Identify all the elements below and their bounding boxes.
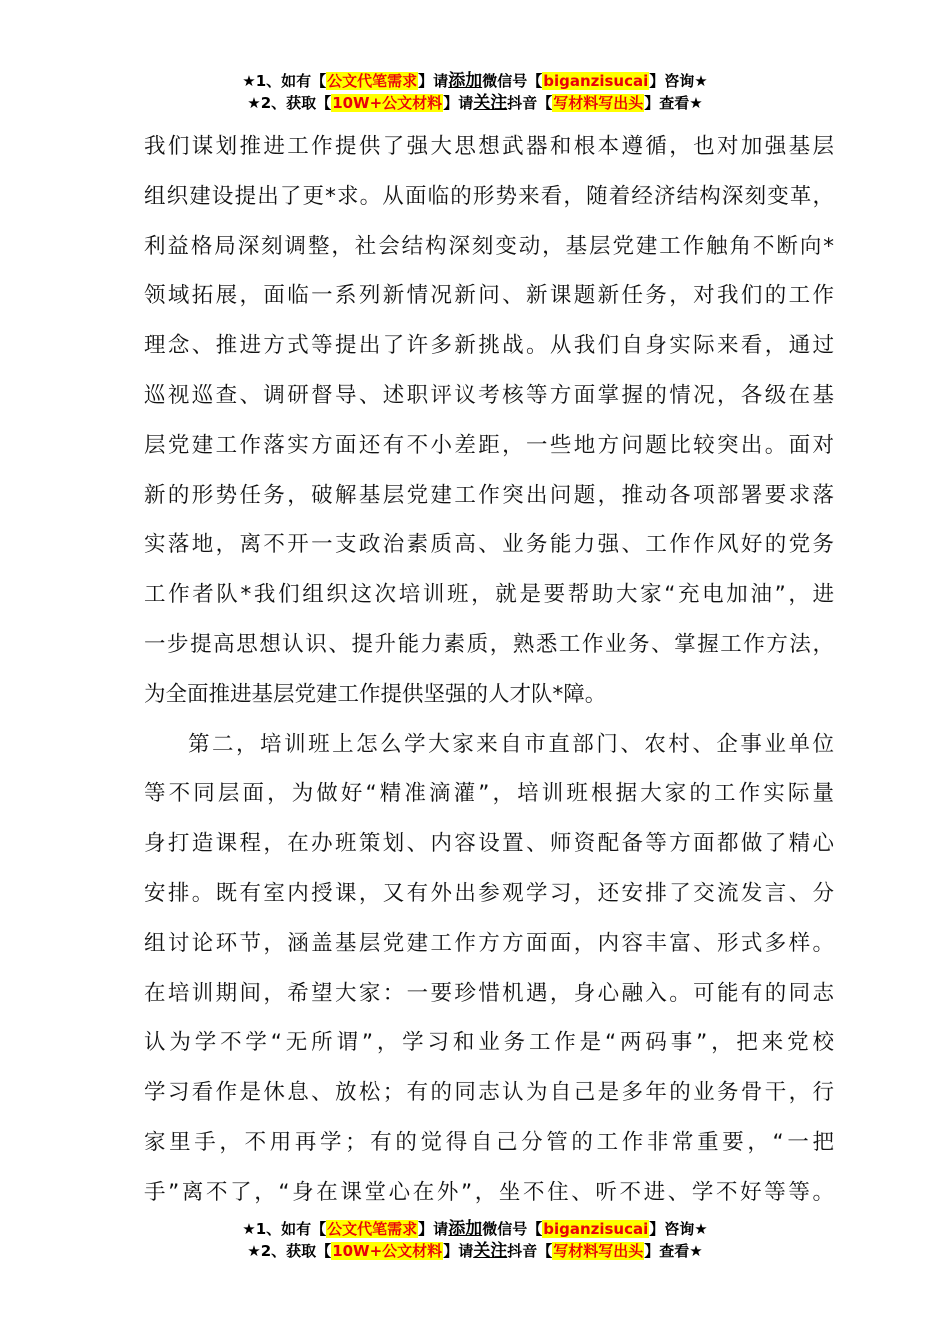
banner-highlight-materials: 10W+公文材料 [332, 94, 443, 112]
banner-line-2 [0, 92, 950, 114]
banner-text: 微信号【 [482, 72, 543, 90]
body-line: 在培训期间，希望大家：一要珍惜机遇，身心融入。可能有的同志 [144, 980, 834, 1006]
banner-text: 】请 [418, 72, 449, 90]
body-line: 等不同层面，为做好“精准滴灌”，培训班根据大家的工作实际量 [144, 781, 834, 807]
banner-emphasis: 添加 [448, 71, 483, 91]
footer-banner [0, 1218, 950, 1262]
banner-highlight-douyin: 写材料写出头 [553, 1242, 644, 1260]
banner-text: ★2、获取【 [247, 1242, 332, 1260]
banner-emphasis: 关注 [473, 93, 508, 113]
banner-highlight-service: 公文代笔需求 [327, 1220, 418, 1238]
body-line: 一步提高思想认识、提升能力素质，熟悉工作业务、掌握工作方法， [144, 631, 834, 657]
body-line-paragraph-start: 第二，培训班上怎么学大家来自市直部门、农村、企事业单位 [188, 731, 834, 757]
banner-highlight-materials: 10W+公文材料 [332, 1242, 443, 1260]
banner-text: ★1、如有【 [242, 72, 327, 90]
body-line: 身打造课程，在办班策划、内容设置、师资配备等方面都做了精心 [144, 831, 834, 857]
banner-text: 】请 [443, 1242, 474, 1260]
body-line: 为全面推进基层党建工作提供坚强的人才队*障。 [144, 681, 607, 707]
body-line: 理念、推进方式等提出了许多新挑战。从我们自身实际来看，通过 [144, 333, 834, 359]
banner-highlight-douyin: 写材料写出头 [553, 94, 644, 112]
body-line: 学习看作是休息、放松；有的同志认为自己是多年的业务骨干，行 [144, 1080, 834, 1106]
body-line: 层党建工作落实方面还有不小差距，一些地方问题比较突出。面对 [144, 432, 834, 458]
body-line: 安排。既有室内授课，又有外出参观学习，还安排了交流发言、分 [144, 880, 834, 906]
body-line: 手”离不了，“身在课堂心在外”，坐不住、听不进、学不好等等。 [144, 1179, 834, 1205]
banner-emphasis: 关注 [473, 1241, 508, 1261]
body-line: 组织建设提出了更*求。从面临的形势来看，随着经济结构深刻变革， [144, 183, 834, 209]
banner-text: 】查看★ [644, 1242, 703, 1260]
body-line: 我们谋划推进工作提供了强大思想武器和根本遵循，也对加强基层 [144, 134, 834, 159]
body-line: 认为学不学“无所谓”，学习和业务工作是“两码事”，把来党校 [144, 1030, 834, 1056]
banner-text: 抖音【 [507, 94, 553, 112]
body-line: 工作者队*我们组织这次培训班，就是要帮助大家“充电加油”，进 [144, 582, 834, 608]
banner-text: 】咨询★ [649, 72, 708, 90]
banner-text: 】请 [443, 94, 474, 112]
body-line: 利益格局深刻调整，社会结构深刻变动，基层党建工作触角不断向* [144, 233, 834, 259]
banner-highlight-service: 公文代笔需求 [327, 72, 418, 90]
banner-text: ★2、获取【 [247, 94, 332, 112]
banner-line-1 [0, 1218, 950, 1240]
header-banner [0, 70, 950, 114]
body-line: 家里手，不用再学；有的觉得自己分管的工作非常重要，“一把 [144, 1129, 834, 1155]
banner-text: 】查看★ [644, 94, 703, 112]
banner-text: 】请 [418, 1220, 449, 1238]
banner-emphasis: 添加 [448, 1219, 483, 1239]
body-line: 组讨论环节，涵盖基层党建工作方方面面，内容丰富、形式多样。 [144, 930, 834, 956]
banner-text: 抖音【 [507, 1242, 553, 1260]
banner-line-1 [0, 70, 950, 92]
body-line: 领域拓展，面临一系列新情况新问、新课题新任务，对我们的工作 [144, 283, 834, 309]
banner-text: 微信号【 [482, 1220, 543, 1238]
banner-text: ★1、如有【 [242, 1220, 327, 1238]
banner-highlight-wechat-id: biganzisucai [543, 72, 649, 90]
body-line: 巡视巡查、调研督导、述职评议考核等方面掌握的情况，各级在基 [144, 382, 834, 408]
document-body [144, 122, 834, 1218]
banner-line-2 [0, 1240, 950, 1262]
body-line: 实落地，离不开一支政治素质高、业务能力强、工作作风好的党务 [144, 532, 834, 558]
body-line: 新的形势任务，破解基层党建工作突出问题，推动各项部署要求落 [144, 482, 834, 508]
banner-highlight-wechat-id: biganzisucai [543, 1220, 649, 1238]
banner-text: 】咨询★ [649, 1220, 708, 1238]
